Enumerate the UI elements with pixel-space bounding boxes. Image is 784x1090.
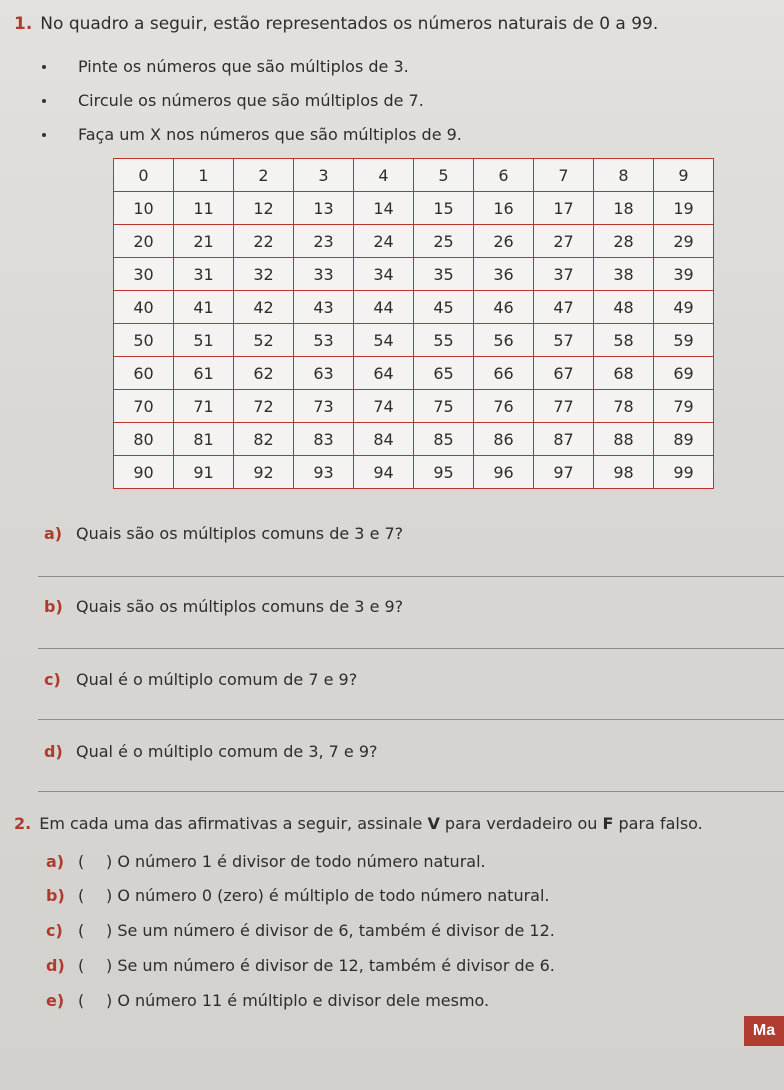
question-2-heading (14, 814, 703, 833)
question-2-text-part1: Em cada uma das afirmativas a seguir, assinale (39, 814, 428, 833)
paren-open: ( (78, 991, 85, 1010)
grid-cell[interactable]: 0 (114, 159, 174, 192)
question-1-text: No quadro a seguir, estão representados os números naturais de 0 a 99. (40, 14, 659, 34)
grid-cell[interactable]: 23 (294, 225, 354, 258)
grid-cell[interactable]: 5 (414, 159, 474, 192)
bullet-dot (42, 65, 46, 69)
grid-cell[interactable]: 78 (594, 390, 654, 423)
answer-box[interactable] (78, 852, 106, 871)
grid-cell[interactable]: 75 (414, 390, 474, 423)
answer-box[interactable] (78, 886, 106, 905)
grid-cell[interactable]: 70 (114, 390, 174, 423)
question-2-number: 2. (14, 814, 32, 833)
bullet-dot (42, 133, 46, 137)
grid-cell[interactable]: 67 (534, 357, 594, 390)
grid-cell[interactable]: 2 (234, 159, 294, 192)
grid-cell[interactable]: 42 (234, 291, 294, 324)
paren-open: ( (78, 921, 85, 940)
answer-box[interactable] (78, 991, 106, 1010)
bullet-dot (42, 99, 46, 103)
grid-cell[interactable]: 24 (354, 225, 414, 258)
grid-cell[interactable]: 50 (114, 324, 174, 357)
grid-cell[interactable]: 22 (234, 225, 294, 258)
grid-cell[interactable]: 3 (294, 159, 354, 192)
grid-cell[interactable]: 62 (234, 357, 294, 390)
grid-cell[interactable]: 99 (654, 456, 714, 489)
grid-cell[interactable]: 48 (594, 291, 654, 324)
grid-row (114, 324, 714, 357)
statement-text: O número 0 (zero) é múltiplo de todo número natural. (117, 886, 550, 905)
grid-cell[interactable]: 66 (474, 357, 534, 390)
grid-cell[interactable]: 12 (234, 192, 294, 225)
grid-row (114, 258, 714, 291)
grid-cell[interactable]: 80 (114, 423, 174, 456)
statement-text: O número 11 é múltiplo e divisor dele mesmo. (117, 991, 490, 1010)
subquestion-d (44, 742, 378, 761)
statement-letter: b) (46, 886, 65, 905)
paren-open: ( (78, 852, 85, 871)
grid-cell[interactable]: 40 (114, 291, 174, 324)
paren-close: ) (106, 852, 113, 871)
grid-cell[interactable]: 65 (414, 357, 474, 390)
grid-cell[interactable]: 18 (594, 192, 654, 225)
grid-cell[interactable]: 82 (234, 423, 294, 456)
answer-box[interactable] (78, 956, 106, 975)
subquestion-c (44, 670, 357, 689)
grid-row (114, 225, 714, 258)
subquestion-letter: d) (44, 742, 63, 761)
grid-row (114, 456, 714, 489)
grid-cell[interactable]: 81 (174, 423, 234, 456)
grid-cell[interactable]: 84 (354, 423, 414, 456)
grid-row (114, 291, 714, 324)
statement-letter: d) (46, 956, 65, 975)
grid-cell[interactable]: 37 (534, 258, 594, 291)
grid-cell[interactable]: 11 (174, 192, 234, 225)
grid-cell[interactable]: 13 (294, 192, 354, 225)
paren-open: ( (78, 886, 85, 905)
subquestion-text: Qual é o múltiplo comum de 7 e 9? (76, 670, 358, 689)
grid-cell[interactable]: 58 (594, 324, 654, 357)
grid-cell[interactable]: 4 (354, 159, 414, 192)
subquestion-letter: b) (44, 597, 63, 616)
paren-close: ) (106, 991, 113, 1010)
statement-c (46, 921, 555, 940)
grid-cell[interactable]: 68 (594, 357, 654, 390)
grid-cell[interactable]: 90 (114, 456, 174, 489)
paren-close: ) (106, 956, 113, 975)
grid-cell[interactable]: 71 (174, 390, 234, 423)
statement-e (46, 991, 489, 1010)
grid-cell[interactable]: 93 (294, 456, 354, 489)
grid-cell[interactable]: 8 (594, 159, 654, 192)
question-2-text-part3: para falso. (613, 814, 703, 833)
grid-cell[interactable]: 83 (294, 423, 354, 456)
grid-cell[interactable]: 56 (474, 324, 534, 357)
grid-cell[interactable]: 79 (654, 390, 714, 423)
grid-cell[interactable]: 87 (534, 423, 594, 456)
question-1-heading (14, 14, 658, 34)
grid-cell[interactable]: 36 (474, 258, 534, 291)
grid-cell[interactable]: 21 (174, 225, 234, 258)
grid-cell[interactable]: 16 (474, 192, 534, 225)
grid-cell[interactable]: 76 (474, 390, 534, 423)
grid-cell[interactable]: 26 (474, 225, 534, 258)
subquestion-text: Qual é o múltiplo comum de 3, 7 e 9? (76, 742, 378, 761)
grid-cell[interactable]: 34 (354, 258, 414, 291)
statement-a (46, 852, 486, 871)
grid-cell[interactable]: 88 (594, 423, 654, 456)
answer-line-d[interactable] (38, 791, 784, 792)
grid-cell[interactable]: 57 (534, 324, 594, 357)
grid-cell[interactable]: 15 (414, 192, 474, 225)
grid-cell[interactable]: 28 (594, 225, 654, 258)
grid-cell[interactable]: 35 (414, 258, 474, 291)
grid-cell[interactable]: 45 (414, 291, 474, 324)
statement-letter: e) (46, 991, 65, 1010)
grid-cell[interactable]: 61 (174, 357, 234, 390)
grid-cell[interactable]: 86 (474, 423, 534, 456)
grid-cell[interactable]: 95 (414, 456, 474, 489)
grid-row (114, 423, 714, 456)
statement-text: Se um número é divisor de 12, também é divisor de 6. (117, 956, 555, 975)
grid-cell[interactable]: 98 (594, 456, 654, 489)
statement-text: Se um número é divisor de 6, também é divisor de 12. (117, 921, 555, 940)
subquestion-letter: a) (44, 524, 63, 543)
grid-cell[interactable]: 38 (594, 258, 654, 291)
grid-cell[interactable]: 60 (114, 357, 174, 390)
grid-cell[interactable]: 27 (534, 225, 594, 258)
true-marker: V (427, 814, 440, 833)
grid-cell[interactable]: 63 (294, 357, 354, 390)
false-marker: F (602, 814, 614, 833)
grid-cell[interactable]: 97 (534, 456, 594, 489)
statement-b (46, 886, 550, 905)
grid-cell[interactable]: 51 (174, 324, 234, 357)
grid-cell[interactable]: 49 (654, 291, 714, 324)
grid-cell[interactable]: 77 (534, 390, 594, 423)
instruction-text: Circule os números que são múltiplos de 7. (78, 91, 424, 110)
grid-cell[interactable]: 92 (234, 456, 294, 489)
instruction-text: Pinte os números que são múltiplos de 3. (78, 57, 409, 76)
grid-cell[interactable]: 32 (234, 258, 294, 291)
grid-cell[interactable]: 17 (534, 192, 594, 225)
grid-cell[interactable]: 72 (234, 390, 294, 423)
question-2-text-part2: para verdadeiro ou (439, 814, 603, 833)
paren-close: ) (106, 886, 113, 905)
grid-cell[interactable]: 69 (654, 357, 714, 390)
grid-cell[interactable]: 1 (174, 159, 234, 192)
grid-cell[interactable]: 96 (474, 456, 534, 489)
grid-row (114, 357, 714, 390)
grid-cell[interactable]: 52 (234, 324, 294, 357)
answer-box[interactable] (78, 921, 106, 940)
statement-letter: c) (46, 921, 63, 940)
grid-cell[interactable]: 33 (294, 258, 354, 291)
grid-cell[interactable]: 55 (414, 324, 474, 357)
grid-cell[interactable]: 73 (294, 390, 354, 423)
grid-cell[interactable]: 41 (174, 291, 234, 324)
numbers-grid-0-99 (113, 158, 714, 489)
grid-cell[interactable]: 20 (114, 225, 174, 258)
grid-cell[interactable]: 74 (354, 390, 414, 423)
grid-cell[interactable]: 91 (174, 456, 234, 489)
grid-cell[interactable]: 94 (354, 456, 414, 489)
grid-cell[interactable]: 89 (654, 423, 714, 456)
grid-cell[interactable]: 54 (354, 324, 414, 357)
grid-row (114, 192, 714, 225)
grid-cell[interactable]: 19 (654, 192, 714, 225)
paren-close: ) (106, 921, 113, 940)
answer-line-a[interactable] (38, 576, 784, 577)
subquestion-a (44, 524, 403, 543)
grid-cell[interactable]: 7 (534, 159, 594, 192)
grid-cell[interactable]: 29 (654, 225, 714, 258)
numbers-grid-body (114, 159, 714, 489)
grid-cell[interactable]: 46 (474, 291, 534, 324)
grid-cell[interactable]: 10 (114, 192, 174, 225)
grid-cell[interactable]: 39 (654, 258, 714, 291)
instruction-text: Faça um X nos números que são múltiplos de 9. (78, 125, 462, 144)
subquestion-text: Quais são os múltiplos comuns de 3 e 9? (76, 597, 404, 616)
grid-cell[interactable]: 59 (654, 324, 714, 357)
statement-d (46, 956, 555, 975)
answer-line-b[interactable] (38, 648, 784, 649)
grid-cell[interactable]: 30 (114, 258, 174, 291)
section-tab: Ma (744, 1016, 784, 1046)
statement-letter: a) (46, 852, 65, 871)
grid-cell[interactable]: 25 (414, 225, 474, 258)
grid-cell[interactable]: 9 (654, 159, 714, 192)
subquestion-letter: c) (44, 670, 61, 689)
grid-row (114, 390, 714, 423)
grid-cell[interactable]: 64 (354, 357, 414, 390)
grid-cell[interactable]: 6 (474, 159, 534, 192)
grid-cell[interactable]: 85 (414, 423, 474, 456)
grid-cell[interactable]: 43 (294, 291, 354, 324)
grid-cell[interactable]: 14 (354, 192, 414, 225)
question-1-number: 1. (14, 14, 33, 34)
grid-row (114, 159, 714, 192)
answer-line-c[interactable] (38, 719, 784, 720)
subquestion-text: Quais são os múltiplos comuns de 3 e 7? (76, 524, 404, 543)
grid-cell[interactable]: 47 (534, 291, 594, 324)
subquestion-b (44, 597, 403, 616)
paren-open: ( (78, 956, 85, 975)
grid-cell[interactable]: 31 (174, 258, 234, 291)
statement-text: O número 1 é divisor de todo número natural. (117, 852, 486, 871)
grid-cell[interactable]: 53 (294, 324, 354, 357)
grid-cell[interactable]: 44 (354, 291, 414, 324)
